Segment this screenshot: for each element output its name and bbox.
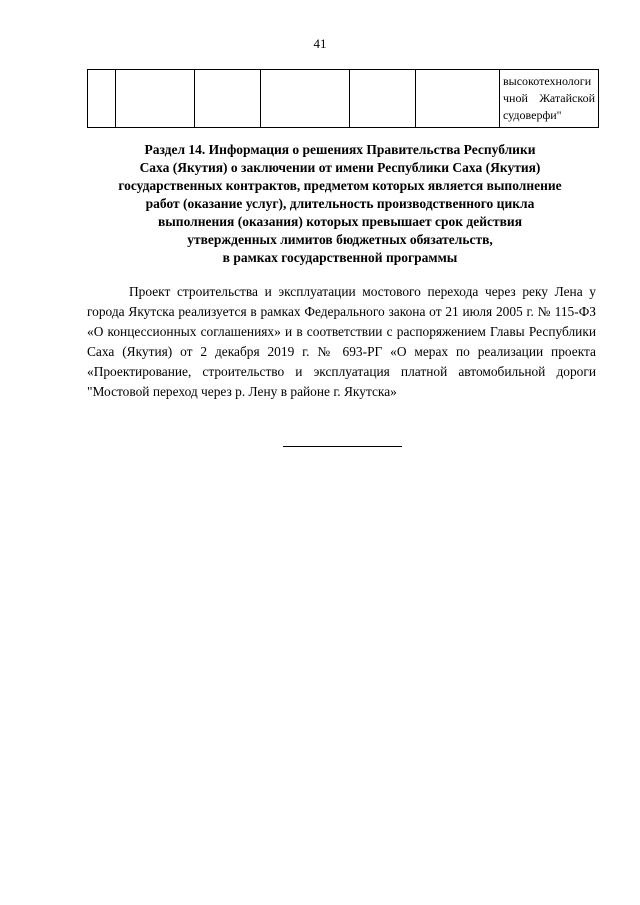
paragraph: Проект строительства и эксплуатации мостового перехода через реку Лена у города Якутска реализуется в рамках Федерального закона от 21 июля 2005 г. № 115-ФЗ «О концессионных соглашениях» и в соответствии с распоряжением Главы Республики Саха (Якутия) от 2 декабря 2019 г. № 693-РГ «О мерах по реализации проекта «Проектирование, строительство и эксплуатация платной автомобильной дороги "Мостовой переход через р. Лену в районе г. Якутска»: [87, 284, 596, 399]
section-heading: [80, 141, 600, 267]
heading-line: Раздел 14. Информация о решениях Правительства Республики: [144, 142, 536, 157]
heading-line: работ (оказание услуг), длительность производственного цикла: [145, 196, 535, 211]
table-cell: [416, 70, 500, 128]
table-cell: [261, 70, 350, 128]
table-row: [88, 70, 599, 128]
heading-line: в рамках государственной программы: [222, 250, 458, 265]
cell-line: чной Жатайской: [503, 91, 595, 105]
cell-line: высокотехнологи: [503, 74, 592, 88]
heading-line: Саха (Якутия) о заключении от имени Республики Саха (Якутия): [139, 160, 541, 175]
table-cell: [350, 70, 416, 128]
heading-line: выполнения (оказания) которых превышает срок действия: [157, 214, 523, 229]
table-cell-description: [500, 70, 599, 128]
cell-line: судоверфи": [503, 108, 562, 122]
end-rule: [283, 446, 402, 447]
page-number: 41: [313, 36, 327, 51]
body-text: [87, 282, 596, 402]
heading-line: государственных контрактов, предметом которых является выполнение: [118, 178, 562, 193]
table-cell: [116, 70, 195, 128]
heading-line: утвержденных лимитов бюджетных обязательств,: [187, 232, 493, 247]
table-cell: [195, 70, 261, 128]
continuation-table: [87, 69, 599, 128]
table-cell: [88, 70, 116, 128]
